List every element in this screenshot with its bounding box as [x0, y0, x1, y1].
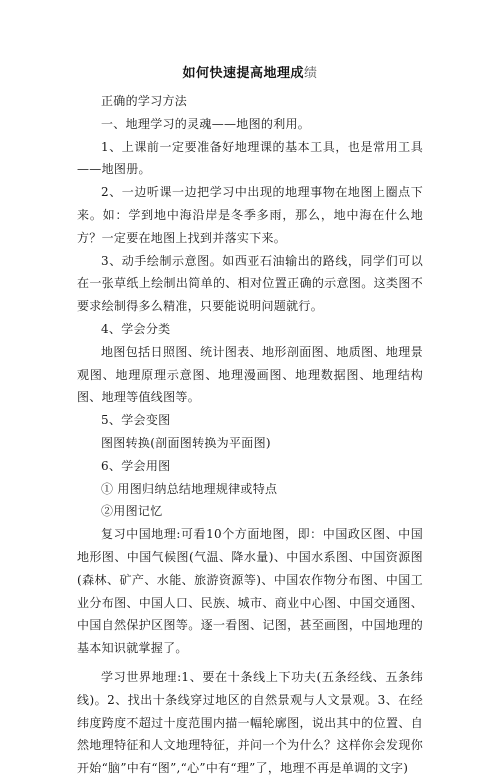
- paragraph-item-5: 5、学会变图: [101, 413, 171, 428]
- paragraph-item-2: 2、一边听课一边把学习中出现的地理事物在地图上圈点下来。如：学到地中海沿岸是冬季多雨，那么，地中海在什么地方？一定要在地图上找到并落实下来。: [77, 185, 423, 245]
- paragraph-use-1: ① 用图归纳总结地理规律或特点: [101, 481, 278, 496]
- paragraph-item-6: 6、学会用图: [101, 458, 171, 473]
- paragraph-item-4: 4、学会分类: [101, 321, 171, 336]
- document-title: [0, 62, 500, 81]
- paragraph-item-3: 3、动手绘制示意图。如西亚石油输出的路线，同学们可以在一张草纸上绘制出简单的、相对位置正确的示意图。这类图不要求绘制得多么精准，只要能说明问题就行。: [77, 253, 423, 314]
- paragraph-heading: 正确的学习方法: [101, 94, 188, 108]
- paragraph-china-geography: 复习中国地理:可看10个方面地图，即：中国政区图、中国地形图、中国气候图(气温、降水量)、中国水系图、中国资源图(森林、矿产、水能、旅游资源等)、中国农作物分布图、中国工业分布图、中国人口、民族、城市、商业中心图、中国交通图、中国自然保护区图等。逐一看图、记图，甚至画图，中国地理的基本知识就掌握了。: [77, 527, 423, 656]
- paragraph-item-1: 1、上课前一定要准备好地理课的基本工具，也是常用工具——地图册。: [77, 139, 423, 177]
- paragraph-section-1: 一、地理学习的灵魂——地图的利用。: [101, 116, 311, 131]
- paragraph-conversion: 图图转换(剖面图转换为平面图): [101, 435, 271, 450]
- title-main: 如何快速提高地理成: [182, 66, 304, 81]
- title-tail: 绩: [304, 66, 318, 81]
- paragraph-map-types: 地图包括日照图、统计图表、地形剖面图、地质图、地理景观图、地理原理示意图、地理漫画图、地理数据图、地理结构图、地理等值线图等。: [77, 344, 423, 405]
- paragraph-world-geography: 学习世界地理:1、要在十条线上下功夫(五条经线、五条纬线)。2、找出十条线穿过地区的自然景观与人文景观。3、在经纬度跨度不超过十度范围内描一幅轮廓图，说出其中的位置、自然地理特征和人文地理特征，并问一个为什么？这样你会发现你开始“脑”中有“图”,“心”中有“理”了，地理不再是单调的文字): [77, 669, 423, 776]
- paragraph-use-2: ②用图记忆: [101, 504, 163, 519]
- document-body: [77, 90, 423, 780]
